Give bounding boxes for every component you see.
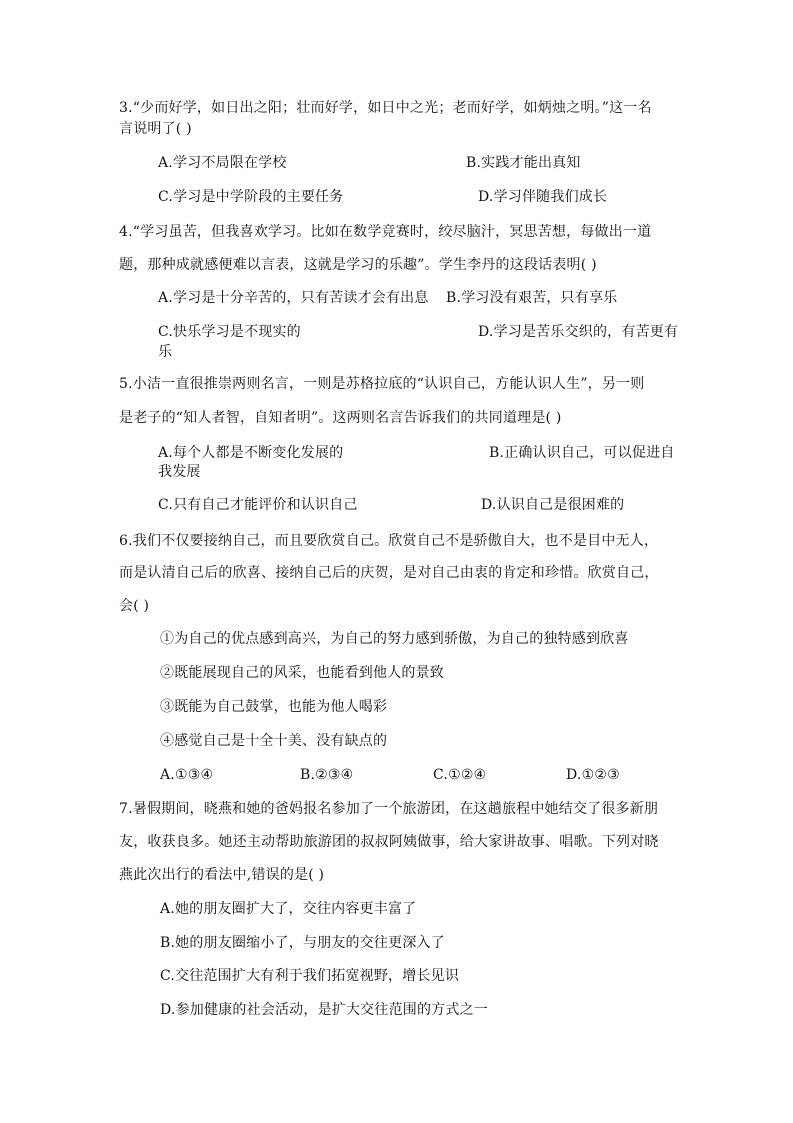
- question-4-option-a: A.学习是十分辛苦的，只有苦读才会有出息: [158, 290, 429, 306]
- question-4-stem-line-2: 题，那种成就感便难以言表，这就是学习的乐趣”。学生李丹的这段话表明( ): [119, 257, 597, 273]
- question-3-option-d: D.学习伴随我们成长: [478, 189, 608, 205]
- question-3-option-a: A.学习不局限在学校: [158, 155, 287, 171]
- question-6-stem-line-1: 6.我们不仅要接纳自己，而且要欣赏自己。欣赏自己不是骄傲自大，也不是目中无人，: [119, 533, 659, 549]
- question-4-option-c: C.快乐学习是不现实的: [158, 324, 301, 340]
- question-5-option-b: B.正确认识自己，可以促进自: [489, 445, 675, 461]
- question-7-stem-line-3: 燕此次出行的看法中,错误的是( ): [119, 867, 325, 883]
- question-3-stem-line-1: 3.“少而好学，如日出之阳；壮而好学，如日中之光；老而好学，如炳烛之明。”这一名: [119, 100, 652, 116]
- question-3-stem-line-2: 言说明了( ): [119, 121, 192, 137]
- question-4-option-b: B.学习没有艰苦，只有享乐: [446, 290, 618, 306]
- question-3-option-b: B.实践才能出真知: [466, 155, 581, 171]
- question-7-option-d: D.参加健康的社会活动，是扩大交往范围的方式之一: [160, 1002, 488, 1018]
- question-6-stem-line-3: 会( ): [119, 598, 150, 614]
- question-6-option-a: A.①③④: [160, 767, 214, 783]
- question-7-option-b: B.她的朋友圈缩小了，与朋友的交往更深入了: [160, 935, 445, 951]
- question-6-option-c: C.①②④: [433, 767, 487, 783]
- question-6-statement-4: ④感觉自己是十全十美、没有缺点的: [160, 733, 388, 749]
- question-4-stem-line-1: 4.“学习虽苦，但我喜欢学习。比如在数学竞赛时，绞尽脑汁，冥思苦想，每做出一道: [119, 224, 652, 240]
- question-7-option-c: C.交往范围扩大有利于我们拓宽视野，增长见识: [160, 968, 460, 984]
- question-4-option-d-continued: 乐: [158, 344, 173, 360]
- question-5-option-a: A.每个人都是不断变化发展的: [158, 445, 344, 461]
- question-6-option-d: D.①②③: [566, 767, 620, 783]
- question-7-option-a: A.她的朋友圈扩大了，交往内容更丰富了: [160, 901, 417, 917]
- question-5-stem-line-2: 是老子的“知人者智，自知者明”。这两则名言告诉我们的共同道理是( ): [119, 410, 562, 426]
- question-5-stem-line-1: 5.小洁一直很推崇两则名言，一则是苏格拉底的“认识自己，方能认识人生”，另一则: [119, 376, 645, 392]
- question-6-statement-1: ①为自己的优点感到高兴，为自己的努力感到骄傲，为自己的独特感到欣喜: [160, 631, 629, 647]
- question-5-option-d: D.认识自己是很困难的: [481, 497, 625, 513]
- question-5-option-c: C.只有自己才能评价和认识自己: [158, 497, 358, 513]
- question-6-statement-2: ②既能展现自己的风采，也能看到他人的景致: [160, 665, 444, 681]
- question-6-statement-3: ③既能为自己鼓掌，也能为他人喝彩: [160, 699, 388, 715]
- question-6-stem-line-2: 而是认清自己后的欣喜、接纳自己后的庆贺，是对自己由衷的肯定和珍惜。欣赏自己，: [119, 565, 659, 581]
- question-4-option-d: D.学习是苦乐交织的，有苦更有: [478, 324, 679, 340]
- question-7-stem-line-1: 7.暑假期间，晓燕和她的爸妈报名参加了一个旅游团，在这趟旅程中她结交了很多新朋: [119, 801, 659, 817]
- question-3-option-c: C.学习是中学阶段的主要任务: [158, 189, 344, 205]
- question-5-option-b-continued: 我发展: [158, 464, 201, 480]
- question-6-option-b: B.②③④: [300, 767, 354, 783]
- question-7-stem-line-2: 友，收获良多。她还主动帮助旅游团的叔叔阿姨做事，给大家讲故事、唱歌。下列对晓: [119, 834, 659, 850]
